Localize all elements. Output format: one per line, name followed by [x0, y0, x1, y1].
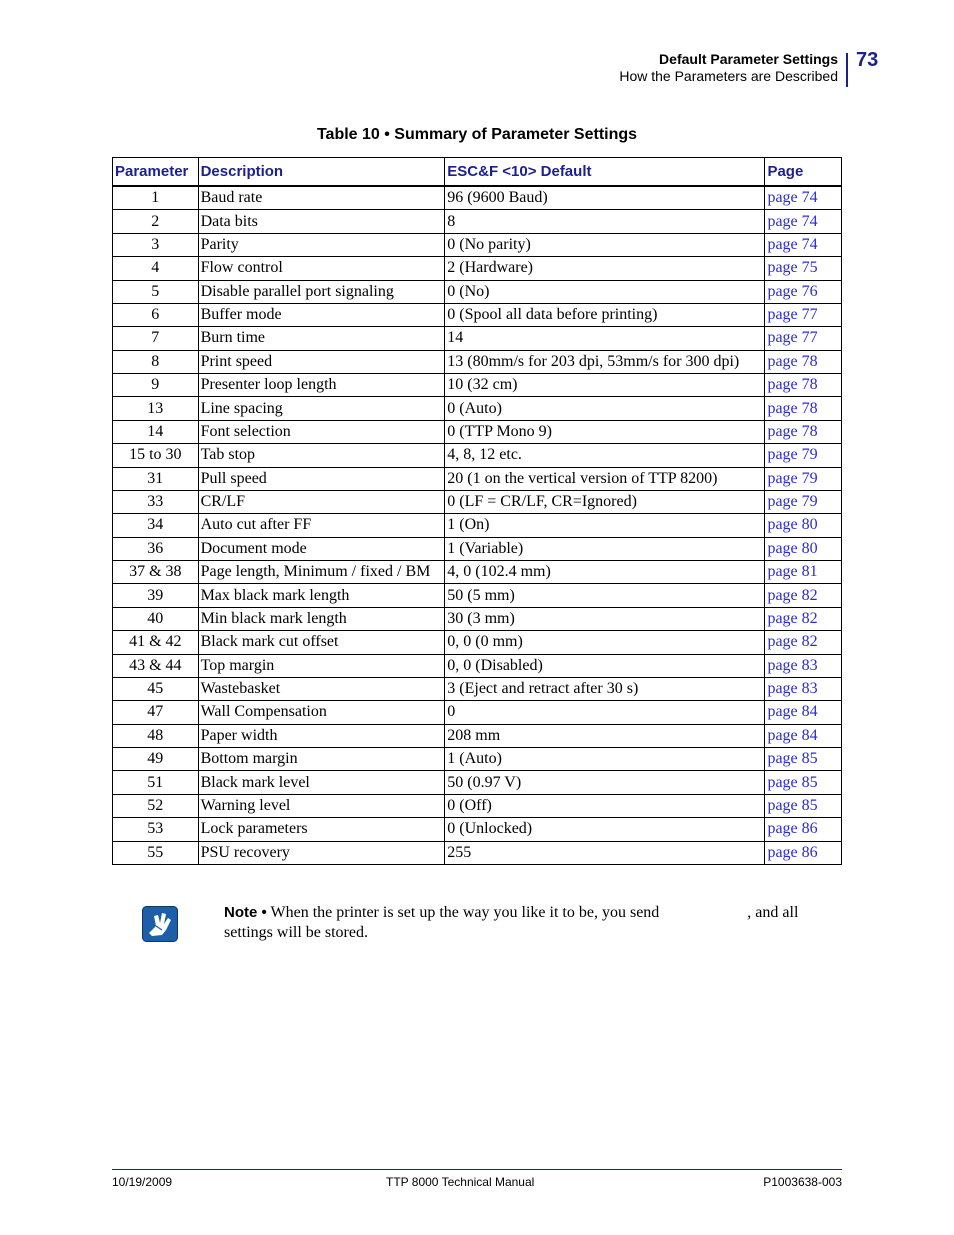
cell-default: 96 (9600 Baud): [445, 186, 765, 210]
table-row: [113, 631, 842, 654]
cell-page-link[interactable]: page 74: [765, 210, 842, 233]
table-row: [113, 818, 842, 841]
cell-default: 0: [445, 701, 765, 724]
table-caption: Table 10 • Summary of Parameter Settings: [316, 126, 638, 143]
cell-page-link[interactable]: page 85: [765, 748, 842, 771]
table-row: [113, 303, 842, 326]
cell-page-link[interactable]: page 79: [765, 467, 842, 490]
cell-parameter: 37 & 38: [113, 561, 199, 584]
cell-description: Lock parameters: [198, 818, 445, 841]
cell-parameter: 48: [113, 724, 199, 747]
cell-parameter: 6: [113, 303, 199, 326]
table-row: [113, 701, 842, 724]
cell-page-link[interactable]: page 84: [765, 724, 842, 747]
cell-description: Presenter loop length: [198, 374, 445, 397]
table-row: [113, 771, 842, 794]
cell-default: 10 (32 cm): [445, 374, 765, 397]
cell-description: Bottom margin: [198, 748, 445, 771]
cell-page-link[interactable]: page 82: [765, 584, 842, 607]
cell-description: PSU recovery: [198, 841, 445, 864]
cell-description: Pull speed: [198, 467, 445, 490]
cell-description: Data bits: [198, 210, 445, 233]
cell-page-link[interactable]: page 85: [765, 771, 842, 794]
cell-default: 0, 0 (0 mm): [445, 631, 765, 654]
cell-description: Black mark level: [198, 771, 445, 794]
cell-description: Baud rate: [198, 186, 445, 210]
table-row: [113, 350, 842, 373]
cell-parameter: 3: [113, 233, 199, 256]
column-header-description: Description: [198, 158, 445, 187]
table-row: [113, 794, 842, 817]
cell-page-link[interactable]: page 77: [765, 303, 842, 326]
cell-parameter: 5: [113, 280, 199, 303]
header-divider: [846, 53, 848, 87]
cell-default: 3 (Eject and retract after 30 s): [445, 677, 765, 700]
cell-default: 0 (No parity): [445, 233, 765, 256]
cell-page-link[interactable]: page 74: [765, 186, 842, 210]
cell-default: 0 (TTP Mono 9): [445, 420, 765, 443]
cell-description: Flow control: [198, 257, 445, 280]
cell-parameter: 2: [113, 210, 199, 233]
cell-parameter: 49: [113, 748, 199, 771]
table-row: [113, 748, 842, 771]
table-row: [113, 374, 842, 397]
cell-parameter: 51: [113, 771, 199, 794]
cell-description: Black mark cut offset: [198, 631, 445, 654]
cell-parameter: 1: [113, 186, 199, 210]
table-row: [113, 210, 842, 233]
cell-description: Print speed: [198, 350, 445, 373]
table-row: [113, 537, 842, 560]
footer-doc-number: P1003638-003: [763, 1175, 842, 1189]
cell-page-link[interactable]: page 81: [765, 561, 842, 584]
table-row: [113, 186, 842, 210]
cell-page-link[interactable]: page 82: [765, 607, 842, 630]
cell-default: 20 (1 on the vertical version of TTP 8200): [445, 467, 765, 490]
cell-default: 14: [445, 327, 765, 350]
cell-default: 255: [445, 841, 765, 864]
cell-parameter: 39: [113, 584, 199, 607]
table-row: [113, 561, 842, 584]
cell-parameter: 52: [113, 794, 199, 817]
cell-page-link[interactable]: page 78: [765, 374, 842, 397]
note-text-after: , and all settings will be stored.: [224, 904, 799, 941]
cell-description: Buffer mode: [198, 303, 445, 326]
cell-default: 0 (Off): [445, 794, 765, 817]
cell-default: 0 (Spool all data before printing): [445, 303, 765, 326]
cell-default: 4, 8, 12 etc.: [445, 444, 765, 467]
table-row: [113, 607, 842, 630]
cell-page-link[interactable]: page 83: [765, 654, 842, 677]
table-row: [113, 514, 842, 537]
table-body: [113, 186, 842, 864]
cell-parameter: 40: [113, 607, 199, 630]
cell-default: 2 (Hardware): [445, 257, 765, 280]
cell-default: 8: [445, 210, 765, 233]
cell-parameter: 31: [113, 467, 199, 490]
cell-page-link[interactable]: page 76: [765, 280, 842, 303]
table-row: [113, 444, 842, 467]
cell-description: Auto cut after FF: [198, 514, 445, 537]
table-row: [113, 280, 842, 303]
cell-page-link[interactable]: page 84: [765, 701, 842, 724]
cell-default: 0, 0 (Disabled): [445, 654, 765, 677]
table-row: [113, 257, 842, 280]
cell-description: Warning level: [198, 794, 445, 817]
cell-page-link[interactable]: page 80: [765, 514, 842, 537]
cell-description: Document mode: [198, 537, 445, 560]
cell-parameter: 45: [113, 677, 199, 700]
cell-parameter: 13: [113, 397, 199, 420]
table-header-row: [113, 158, 842, 187]
cell-description: Min black mark length: [198, 607, 445, 630]
cell-default: 50 (0.97 V): [445, 771, 765, 794]
cell-default: 30 (3 mm): [445, 607, 765, 630]
cell-parameter: 47: [113, 701, 199, 724]
cell-page-link[interactable]: page 82: [765, 631, 842, 654]
cell-parameter: 15 to 30: [113, 444, 199, 467]
cell-description: Top margin: [198, 654, 445, 677]
cell-page-link[interactable]: page 78: [765, 420, 842, 443]
subsection-title: How the Parameters are Described: [619, 68, 838, 84]
cell-description: Font selection: [198, 420, 445, 443]
cell-parameter: 34: [113, 514, 199, 537]
table-row: [113, 841, 842, 864]
table-row: [113, 584, 842, 607]
cell-default: 0 (Unlocked): [445, 818, 765, 841]
cell-description: Max black mark length: [198, 584, 445, 607]
footer-date: 10/19/2009: [112, 1175, 173, 1189]
cell-page-link[interactable]: page 79: [765, 490, 842, 513]
cell-page-link[interactable]: page 78: [765, 397, 842, 420]
cell-parameter: 43 & 44: [113, 654, 199, 677]
cell-description: Wall Compensation: [198, 701, 445, 724]
page-number: 73: [856, 49, 879, 71]
cell-description: Tab stop: [198, 444, 445, 467]
note-label: Note •: [224, 904, 267, 921]
parameter-table: [112, 157, 842, 865]
footer-manual-title: TTP 8000 Technical Manual: [386, 1175, 535, 1189]
cell-page-link[interactable]: page 74: [765, 233, 842, 256]
cell-parameter: 55: [113, 841, 199, 864]
column-header-default: ESC&F <10> Default: [445, 158, 765, 187]
table-row: [113, 654, 842, 677]
cell-parameter: 7: [113, 327, 199, 350]
cell-page-link[interactable]: page 80: [765, 537, 842, 560]
cell-default: 0 (LF = CR/LF, CR=Ignored): [445, 490, 765, 513]
cell-parameter: 9: [113, 374, 199, 397]
cell-parameter: 8: [113, 350, 199, 373]
cell-parameter: 33: [113, 490, 199, 513]
cell-default: 13 (80mm/s for 203 dpi, 53mm/s for 300 dpi): [445, 350, 765, 373]
cell-page-link[interactable]: page 86: [765, 818, 842, 841]
cell-description: CR/LF: [198, 490, 445, 513]
cell-default: 50 (5 mm): [445, 584, 765, 607]
table-row: [113, 397, 842, 420]
column-header-parameter: Parameter: [113, 158, 199, 187]
table-row: [113, 327, 842, 350]
cell-description: Line spacing: [198, 397, 445, 420]
cell-default: 1 (Variable): [445, 537, 765, 560]
cell-page-link[interactable]: page 77: [765, 327, 842, 350]
table-row: [113, 724, 842, 747]
note-text: [224, 903, 824, 943]
table-row: [113, 420, 842, 443]
note-hand-icon: [142, 906, 178, 942]
header-text: [619, 51, 838, 85]
cell-parameter: 4: [113, 257, 199, 280]
column-header-page: Page: [765, 158, 842, 187]
cell-description: Disable parallel port signaling: [198, 280, 445, 303]
note-text-before: When the printer is set up the way you like it to be, you send: [270, 904, 660, 921]
cell-description: Burn time: [198, 327, 445, 350]
table-row: [113, 677, 842, 700]
table-row: [113, 490, 842, 513]
cell-parameter: 41 & 42: [113, 631, 199, 654]
cell-default: 1 (On): [445, 514, 765, 537]
cell-description: Wastebasket: [198, 677, 445, 700]
cell-page-link[interactable]: page 83: [765, 677, 842, 700]
cell-page-link[interactable]: page 86: [765, 841, 842, 864]
cell-page-link[interactable]: page 78: [765, 350, 842, 373]
cell-description: Paper width: [198, 724, 445, 747]
cell-default: 4, 0 (102.4 mm): [445, 561, 765, 584]
cell-page-link[interactable]: page 75: [765, 257, 842, 280]
cell-page-link[interactable]: page 85: [765, 794, 842, 817]
cell-default: 208 mm: [445, 724, 765, 747]
section-title: Default Parameter Settings: [659, 51, 838, 67]
cell-parameter: 53: [113, 818, 199, 841]
cell-parameter: 14: [113, 420, 199, 443]
cell-default: 0 (Auto): [445, 397, 765, 420]
table-row: [113, 467, 842, 490]
cell-page-link[interactable]: page 79: [765, 444, 842, 467]
cell-parameter: 36: [113, 537, 199, 560]
cell-description: Page length, Minimum / fixed / BM: [198, 561, 445, 584]
table-row: [113, 233, 842, 256]
cell-default: 0 (No): [445, 280, 765, 303]
cell-description: Parity: [198, 233, 445, 256]
footer-divider: [112, 1169, 842, 1170]
cell-default: 1 (Auto): [445, 748, 765, 771]
